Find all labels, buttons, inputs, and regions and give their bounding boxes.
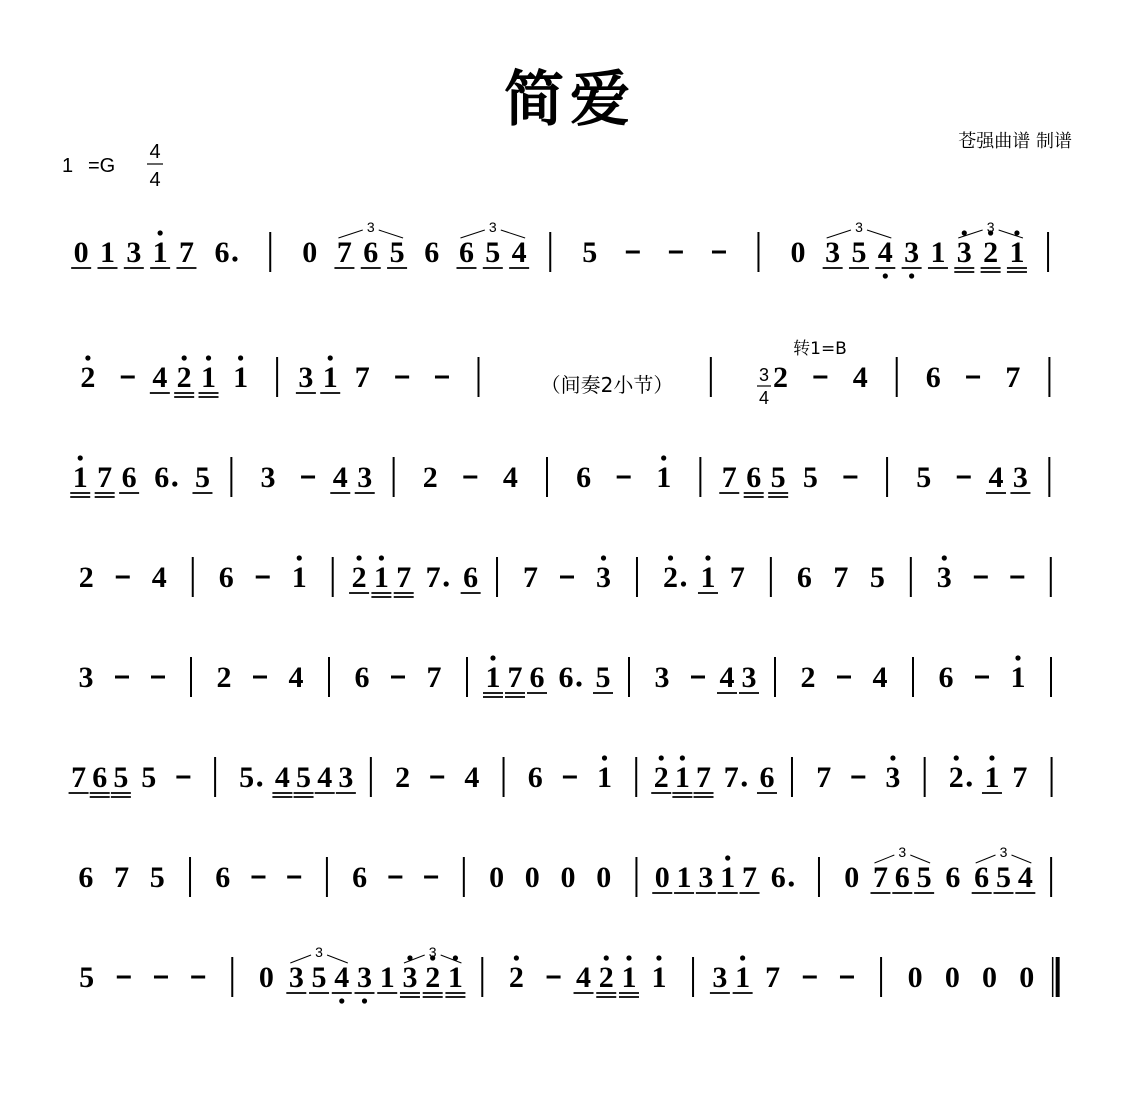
triplet-mark: 3: [855, 219, 863, 235]
note: 7: [723, 761, 739, 794]
octave-dot: [339, 998, 344, 1003]
note: 0: [1019, 961, 1035, 994]
note: 3: [402, 961, 418, 994]
note: 3: [260, 461, 276, 494]
dot-mark: [257, 781, 262, 786]
note: 7: [507, 661, 523, 694]
dot-mark: [172, 481, 177, 486]
note: 0: [654, 861, 670, 894]
note: 1: [930, 236, 946, 269]
note: 3: [288, 961, 304, 994]
note: 7: [833, 561, 849, 594]
note: 3: [956, 236, 972, 269]
note: 6: [529, 661, 545, 694]
time-signature-bottom: 4: [149, 169, 161, 191]
note: 7: [729, 561, 745, 594]
note: 2: [422, 461, 438, 494]
triplet-mark: 3: [999, 844, 1008, 860]
note: 4: [576, 961, 592, 994]
note: 6: [121, 461, 137, 494]
octave-dot: [182, 355, 187, 360]
octave-dot: [514, 955, 519, 960]
note: 4: [719, 661, 735, 694]
note: 3: [654, 661, 670, 694]
note: 4: [151, 561, 167, 594]
note: 1: [379, 961, 395, 994]
note: 4: [332, 461, 348, 494]
octave-dot: [954, 755, 959, 760]
key-equals: =G: [88, 155, 116, 177]
note: 0: [982, 961, 998, 994]
note: 5: [141, 761, 157, 794]
octave-dot: [601, 555, 606, 560]
dot-mark: [789, 881, 794, 886]
note: 7: [396, 561, 412, 594]
note: 5: [239, 761, 255, 794]
note: 7: [522, 561, 538, 594]
note: 6: [363, 236, 379, 269]
note: 6: [576, 461, 592, 494]
triplet-mark: 3: [488, 219, 497, 235]
octave-dot: [680, 755, 685, 760]
note: 7: [872, 861, 888, 894]
note: 3: [338, 761, 354, 794]
octave-dot: [78, 455, 83, 460]
note: 6: [218, 561, 234, 594]
octave-dot: [356, 555, 361, 560]
octave-dot: [668, 555, 673, 560]
note: 6: [527, 761, 543, 794]
note: 4: [502, 461, 518, 494]
note: 2: [508, 961, 524, 994]
note: 1: [72, 461, 88, 494]
octave-dot: [626, 955, 631, 960]
note: 2: [425, 961, 441, 994]
note: 3: [825, 236, 841, 269]
note: 2: [351, 561, 367, 594]
note: 6: [214, 236, 230, 269]
note: 3: [885, 761, 901, 794]
dot-mark: [742, 781, 747, 786]
octave-dot: [909, 273, 914, 278]
note: 7: [178, 236, 194, 269]
note: 7: [721, 461, 737, 494]
note: 1: [700, 561, 716, 594]
note: 7: [696, 761, 712, 794]
octave-dot: [890, 755, 895, 760]
note: 2: [216, 661, 232, 694]
triplet-mark: 3: [898, 844, 907, 860]
octave-dot: [659, 755, 664, 760]
octave-dot: [989, 755, 994, 760]
note: 2: [948, 761, 964, 794]
note: 1: [99, 236, 115, 269]
note: 0: [790, 236, 806, 269]
triplet-mark: 3: [315, 944, 323, 960]
note: 3: [698, 861, 714, 894]
note: 2: [78, 561, 94, 594]
note: 2: [800, 661, 816, 694]
note: 7: [1012, 761, 1028, 794]
note: 0: [596, 861, 612, 894]
note: 1: [201, 361, 217, 394]
time-change-bottom: 4: [758, 388, 770, 408]
note: 2: [80, 361, 96, 394]
dot-mark: [232, 256, 237, 261]
note: 1: [720, 861, 736, 894]
note: 6: [925, 361, 941, 394]
key-signature: [62, 141, 163, 191]
dot-mark: [576, 681, 581, 686]
octave-dot: [602, 755, 607, 760]
octave-dot: [705, 555, 710, 560]
triplet-mark: 3: [366, 219, 375, 235]
note: 1: [1010, 661, 1026, 694]
note: 2: [395, 761, 411, 794]
note: 5: [389, 236, 405, 269]
note: 1: [621, 961, 637, 994]
note: 6: [796, 561, 812, 594]
note: 3: [904, 236, 920, 269]
note: 3: [126, 236, 142, 269]
note: 1: [984, 761, 1000, 794]
note: 3: [596, 561, 612, 594]
note: 2: [773, 361, 789, 394]
octave-dot: [962, 230, 967, 235]
note: 2: [598, 961, 614, 994]
note: 4: [988, 461, 1004, 494]
note: 3: [936, 561, 952, 594]
octave-dot: [328, 355, 333, 360]
note: 7: [426, 661, 442, 694]
note: 5: [595, 661, 611, 694]
dot-mark: [967, 781, 972, 786]
note: 7: [71, 761, 87, 794]
page-title: 简爱: [504, 65, 636, 135]
octave-dot: [85, 355, 90, 360]
dot-mark: [681, 581, 686, 586]
note: 5: [869, 561, 885, 594]
note: 5: [485, 236, 501, 269]
interlude-annotation: （间奏2小节）: [540, 373, 674, 397]
note: 1: [322, 361, 338, 394]
note: 5: [916, 461, 932, 494]
note: 6: [215, 861, 231, 894]
note: 4: [317, 761, 333, 794]
note: 7: [765, 961, 781, 994]
notation-lines: [69, 219, 1058, 1004]
octave-dot: [656, 955, 661, 960]
triplet-mark: 3: [986, 219, 995, 235]
note: 5: [113, 761, 129, 794]
note: 1: [596, 761, 612, 794]
note: 1: [674, 761, 690, 794]
note: 6: [759, 761, 775, 794]
octave-dot: [740, 955, 745, 960]
note: 1: [1009, 236, 1025, 269]
note: 2: [176, 361, 192, 394]
note: 0: [560, 861, 576, 894]
octave-dot: [490, 655, 495, 660]
note: 6: [938, 661, 954, 694]
note: 7: [1005, 361, 1021, 394]
note: 6: [894, 861, 910, 894]
note: 2: [663, 561, 679, 594]
note: 5: [149, 861, 165, 894]
octave-dot: [1015, 655, 1020, 660]
note: 4: [872, 661, 888, 694]
modulation-annotation: 转1=B: [793, 339, 847, 359]
note: 4: [852, 361, 868, 394]
note: 0: [524, 861, 540, 894]
octave-dot: [297, 555, 302, 560]
octave-dot: [661, 455, 666, 460]
note: 6: [974, 861, 990, 894]
note: 4: [511, 236, 527, 269]
note: 4: [1017, 861, 1033, 894]
octave-dot: [883, 273, 888, 278]
octave-dot: [362, 998, 367, 1003]
note: 1: [447, 961, 463, 994]
note: 0: [844, 861, 860, 894]
note: 4: [334, 961, 350, 994]
note: 0: [907, 961, 923, 994]
octave-dot: [604, 955, 609, 960]
note: 4: [464, 761, 480, 794]
note: 0: [944, 961, 960, 994]
note: 5: [582, 236, 598, 269]
note: 1: [373, 561, 389, 594]
note: 7: [354, 361, 370, 394]
note: 6: [558, 661, 574, 694]
note: 3: [1012, 461, 1028, 494]
note: 1: [291, 561, 307, 594]
octave-dot: [206, 355, 211, 360]
note: 1: [651, 961, 667, 994]
note: 3: [357, 961, 373, 994]
dot-mark: [444, 581, 449, 586]
note: 4: [152, 361, 168, 394]
note: 4: [274, 761, 290, 794]
note: 3: [298, 361, 314, 394]
note: 0: [258, 961, 274, 994]
note: 1: [152, 236, 168, 269]
note: 2: [653, 761, 669, 794]
time-change-top: 3: [758, 365, 770, 385]
note: 6: [352, 861, 368, 894]
note: 6: [78, 861, 94, 894]
note: 2: [983, 236, 999, 269]
note: 5: [802, 461, 818, 494]
note: 1: [485, 661, 501, 694]
note: 0: [489, 861, 505, 894]
note: 5: [851, 236, 867, 269]
note: 6: [458, 236, 474, 269]
octave-dot: [1014, 230, 1019, 235]
note: 5: [79, 961, 95, 994]
note: 5: [296, 761, 312, 794]
octave-dot: [238, 355, 243, 360]
note: 4: [288, 661, 304, 694]
note: 6: [945, 861, 961, 894]
triplet-mark: 3: [428, 944, 437, 960]
note: 1: [676, 861, 692, 894]
note: 4: [877, 236, 893, 269]
note: 3: [78, 661, 94, 694]
note: 5: [311, 961, 327, 994]
note: 5: [916, 861, 932, 894]
note: 7: [97, 461, 113, 494]
note: 7: [425, 561, 441, 594]
note: 6: [746, 461, 762, 494]
note: 6: [770, 861, 786, 894]
note: 3: [357, 461, 373, 494]
time-signature-top: 4: [149, 141, 161, 163]
note: 1: [656, 461, 672, 494]
octave-dot: [725, 855, 730, 860]
note: 0: [73, 236, 89, 269]
note: 5: [194, 461, 210, 494]
note: 7: [742, 861, 758, 894]
note: 6: [154, 461, 170, 494]
note: 3: [741, 661, 757, 694]
note: 0: [302, 236, 318, 269]
key-tonic: 1: [62, 155, 74, 177]
credit-text: 苍强曲谱 制谱: [958, 131, 1072, 152]
octave-dot: [158, 230, 163, 235]
octave-dot: [942, 555, 947, 560]
octave-dot: [379, 555, 384, 560]
note: 7: [816, 761, 832, 794]
note: 6: [354, 661, 370, 694]
note: 1: [735, 961, 751, 994]
note: 1: [233, 361, 249, 394]
note: 3: [712, 961, 728, 994]
note: 7: [336, 236, 352, 269]
note: 6: [463, 561, 479, 594]
note: 6: [92, 761, 108, 794]
note: 5: [996, 861, 1012, 894]
note: 7: [114, 861, 130, 894]
note: 5: [770, 461, 786, 494]
note: 6: [424, 236, 440, 269]
